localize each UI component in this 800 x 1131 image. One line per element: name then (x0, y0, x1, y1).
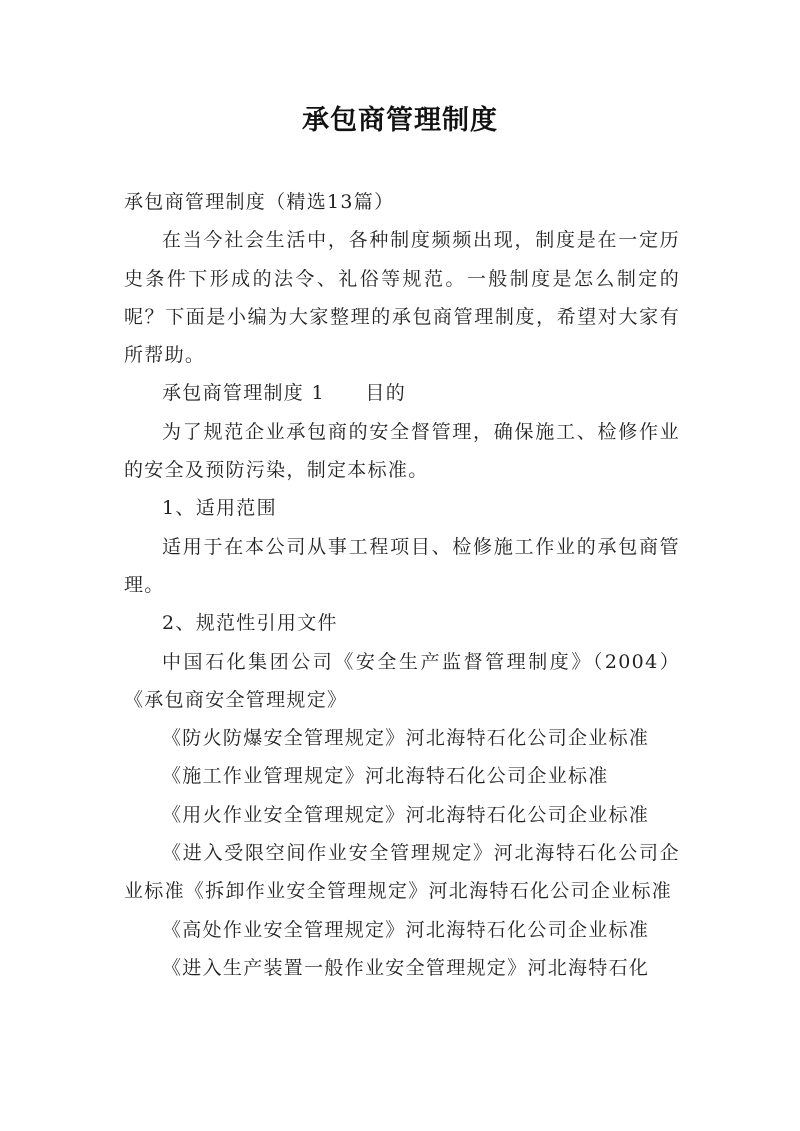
reference-item: 《施工作业管理规定》河北海特石化公司企业标准 (162, 765, 609, 788)
reference-item: 《进入生产装置一般作业安全管理规定》河北海特石化 (162, 956, 650, 979)
scope-paragraph: 适用于在本公司从事工程项目、检修施工作业的承包商管理。 (124, 535, 680, 596)
intro-paragraph: 在当今社会生活中，各种制度频频出现，制度是在一定历史条件下形成的法令、礼俗等规范。一般制度是怎么制定的呢？下面是小编为大家整理的承包商管理制度，希望对大家有所帮助。 (124, 229, 680, 367)
section-heading: 2、规范性引用文件 (162, 612, 338, 635)
reference-item: 《用火作业安全管理规定》河北海特石化公司企业标准 (162, 803, 650, 826)
reference-item: 《高处作业安全管理规定》河北海特石化公司企业标准 (162, 918, 650, 941)
purpose-paragraph: 为了规范企业承包商的安全督管理，确保施工、检修作业的安全及预防污染，制定本标准。 (124, 420, 680, 482)
document-body (124, 183, 680, 987)
reference-paragraph: 中国石化集团公司《安全生产监督管理制度》（2004）《承包商安全管理规定》 (124, 650, 680, 711)
document-title: 承包商管理制度 (302, 105, 498, 136)
reference-item: 《进入受限空间作业安全管理规定》河北海特石化公司企业标准《拆卸作业安全管理规定》河北海特石化公司企业标准 (124, 842, 680, 903)
subtitle-paragraph: 承包商管理制度（精选13篇） (124, 191, 395, 213)
reference-item: 《防火防爆安全管理规定》河北海特石化公司企业标准 (162, 727, 650, 750)
section-heading: 承包商管理制度 1 目的 (162, 382, 407, 405)
section-heading: 1、适用范围 (162, 497, 277, 520)
